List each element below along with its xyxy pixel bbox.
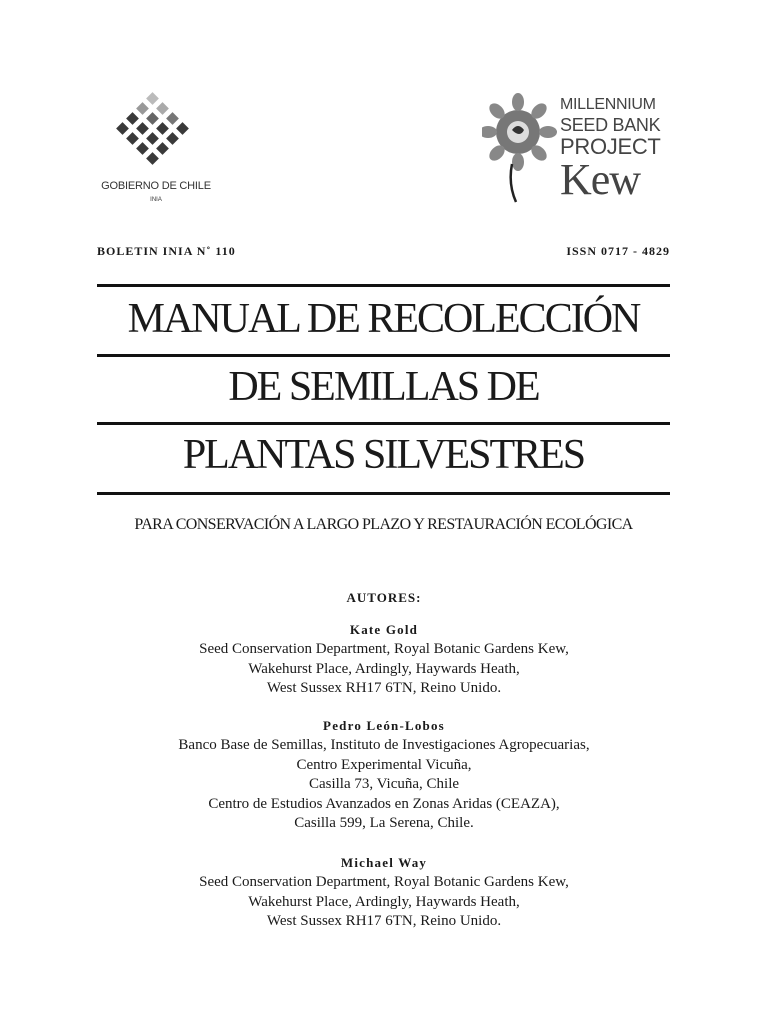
kew-wordmark: Kew (560, 155, 641, 204)
title-line-3: PLANTAS SILVESTRES (182, 432, 585, 478)
author-affiliation-line: Casilla 73, Vicuña, Chile (308, 776, 460, 792)
kew-line-1: MILLENNIUM (560, 96, 656, 113)
author-block (0, 718, 768, 834)
subtitle: PARA CONSERVACIÓN A LARGO PLAZO Y RESTAURACIÓN ECOLÓGICA (134, 516, 633, 533)
author-affiliation-line: Centro Experimental Vicuña, (296, 756, 472, 773)
author-affiliation-line: Centro de Estudios Avanzados en Zonas Aridas (CEAZA), (208, 795, 560, 812)
kew-line-3: PROJECT (560, 134, 661, 159)
author-affiliation-line: Casilla 599, La Serena, Chile. (294, 815, 474, 831)
author-affiliation-line: Seed Conservation Department, Royal Botanic Gardens Kew, (199, 641, 569, 657)
author-affiliation-line: West Sussex RH17 6TN, Reino Unido. (266, 913, 502, 929)
author-block (0, 855, 768, 932)
title-rule-top (97, 284, 670, 287)
title-line-2: DE SEMILLAS DE (228, 364, 539, 410)
gobierno-name: GOBIERNO DE CHILE (101, 180, 211, 192)
diamond-pattern-icon (110, 92, 200, 172)
author-affiliation-line: West Sussex RH17 6TN, Reino Unido. (266, 680, 502, 696)
authors-heading: AUTORES: (346, 590, 422, 605)
author-affiliation-line: Wakehurst Place, Ardingly, Haywards Heath, (248, 893, 520, 910)
title-rule-2 (97, 354, 670, 357)
author-name: Kate Gold (349, 622, 419, 637)
author-name: Michael Way (340, 855, 428, 870)
issn-number: ISSN 0717 - 4829 (566, 244, 670, 258)
bulletin-number: BOLETIN INIA N˚ 110 (97, 244, 236, 258)
gobierno-de-chile-logo (92, 92, 222, 214)
flower-icon (482, 92, 562, 207)
title-rule-3 (97, 422, 670, 425)
kew-line-2: SEED BANK (560, 115, 661, 135)
author-affiliation-line: Wakehurst Place, Ardingly, Haywards Heath, (248, 660, 520, 677)
author-name: Pedro León-Lobos (323, 718, 445, 733)
gobierno-sub: INIA (150, 197, 162, 203)
title-rule-bottom (97, 492, 670, 495)
author-block (0, 622, 768, 699)
author-affiliation-line: Banco Base de Semillas, Instituto de Investigaciones Agropecuarias, (178, 737, 590, 753)
millennium-seed-bank-logo (482, 92, 682, 212)
author-affiliation-line: Seed Conservation Department, Royal Botanic Gardens Kew, (199, 874, 569, 890)
title-line-1: MANUAL DE RECOLECCIÓN (127, 296, 640, 342)
